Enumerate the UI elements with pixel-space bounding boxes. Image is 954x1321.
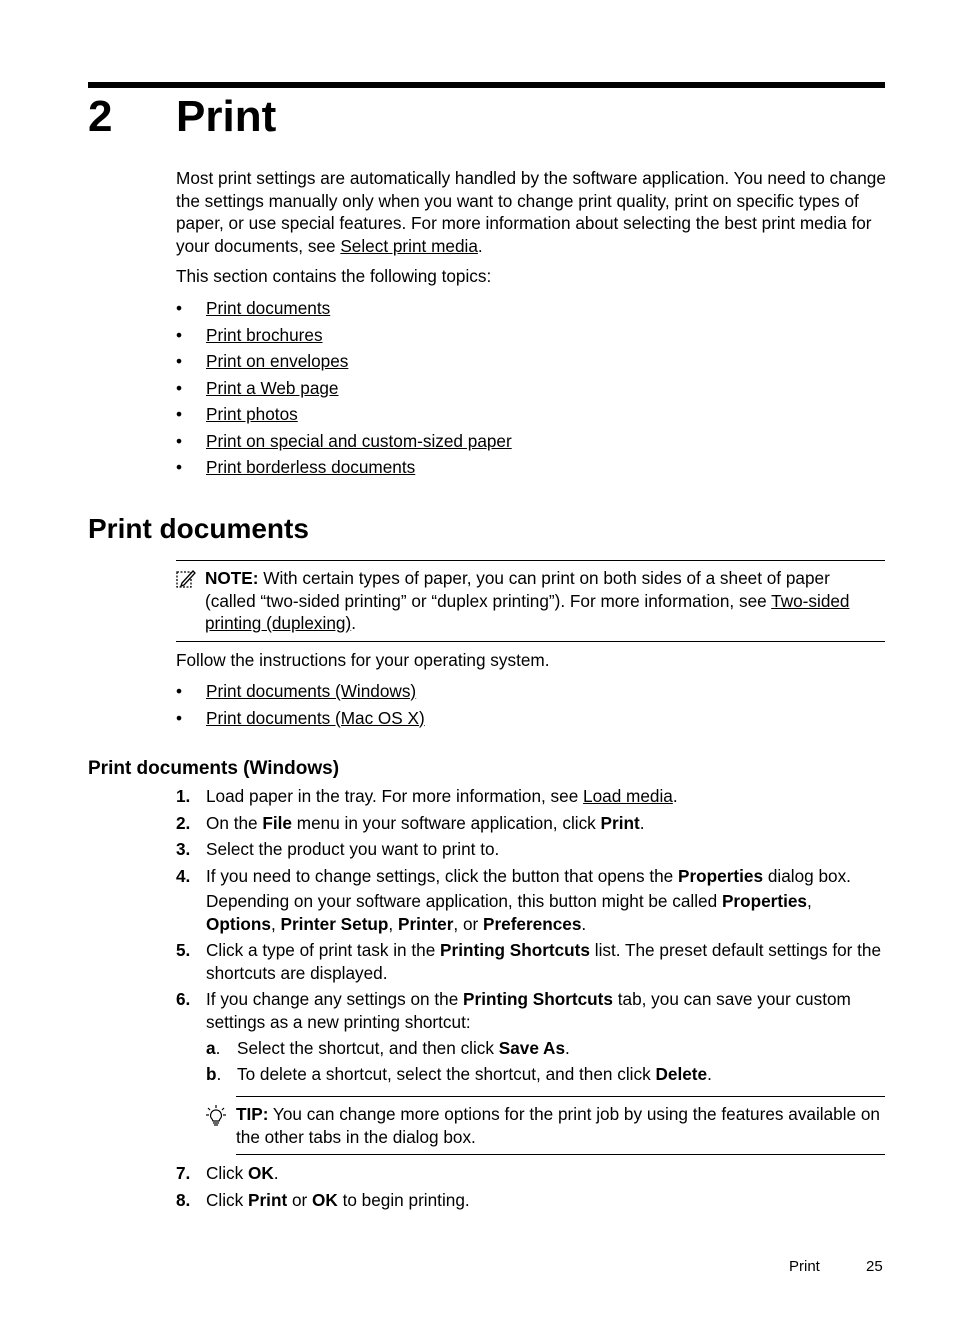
s4-b3: Options [206,913,271,934]
s2-c: menu in your software application, click [291,813,601,833]
intro-end: . [477,235,483,256]
two-sided-printing-link[interactable]: Two-sided printing (duplexing) [205,590,850,634]
bullet: • [176,681,183,701]
chapter-number: 2 [88,92,113,141]
s2-b1: File [262,813,292,833]
step-text [206,1162,886,1185]
step-number: 4. [176,866,191,886]
s5-c: list. The preset default settings for the shortcuts are displayed. [206,940,882,983]
note-text [205,567,885,635]
tip-body: You can change more options for the print job by using the features available on the other tabs in the dialog box. [236,1104,880,1147]
note-end: . [351,613,356,634]
intro-text: Most print settings are automatically handled by the software application. You need to change the settings manually only when you want to change print quality, print on specific types of paper, or use special features. For more information about selecting the best print media for your documents, see [176,168,886,256]
note-pencil-icon [176,569,196,589]
s7-end: . [273,1163,279,1183]
s4-c: dialog box. [763,866,851,886]
list-item [176,403,886,430]
step-number: 3. [176,839,191,859]
step-1-text: Load paper in the tray. For more information, see [206,786,584,806]
step-text [206,785,886,808]
step-4-detail [206,890,886,935]
os-link-windows[interactable]: Print documents (Windows) [206,681,417,701]
s4-sep2: , [270,913,281,934]
s4-sep3: , [388,913,398,934]
note-label: NOTE: [205,568,259,588]
s4-a: If you need to change settings, click the button that opens the [206,866,679,886]
s6-b1: Printing Shortcuts [463,989,613,1009]
note-box [176,560,885,642]
s8-b1: Print [248,1190,288,1210]
letter-dot: . [215,1038,221,1058]
bullet: • [176,298,183,318]
s2-b2: Print [600,813,640,833]
s5-a: Click a type of print task in the [206,940,441,960]
bullet: • [176,324,183,345]
topic-link-print-envelopes[interactable]: Print on envelopes [206,351,349,371]
bullet: • [176,377,183,398]
s8-a: Click [206,1190,249,1210]
letter-a: a [206,1038,216,1058]
step-number: 2. [176,813,191,833]
intro-paragraph [176,167,886,257]
topic-link-print-brochures[interactable]: Print brochures [206,324,323,345]
s4-sep4: , or [453,913,483,934]
note-body: With certain types of paper, you can print on both sides of a sheet of paper (called “two-sided printing” or “duplex printing”). For more information, see [205,568,830,611]
substep-letter [206,1037,220,1060]
topic-link-print-photos[interactable]: Print photos [206,404,298,424]
step-1-end: . [672,786,678,806]
topics-list [176,297,886,483]
s2-a: On the [206,813,263,833]
topics-intro: This section contains the following topics: [176,266,492,286]
step-text [206,939,886,984]
s7-b1: OK [248,1163,274,1183]
list-item [176,377,886,404]
step-number: 5. [176,940,191,960]
page-number: 25 [866,1258,883,1275]
s4-d: Depending on your software application, this button might be called [206,891,722,911]
topic-link-borderless[interactable]: Print borderless documents [206,457,416,477]
chapter-title: Print [176,92,277,141]
s5-b1: Printing Shortcuts [440,940,590,960]
load-media-link[interactable]: Load media [583,786,673,806]
s7-a: Click [206,1163,249,1183]
s8-d: to begin printing. [337,1190,470,1210]
sb-bold: Delete [655,1064,708,1084]
step-number: 1. [176,786,191,806]
list-item [176,707,886,734]
os-link-mac[interactable]: Print documents (Mac OS X) [206,707,425,728]
section-title: Print documents [88,513,309,544]
sa-end: . [565,1038,570,1058]
s6-c: tab, you can save your custom settings as a new printing shortcut: [206,989,851,1032]
topic-link-print-web-page[interactable]: Print a Web page [206,377,339,398]
substep-text [237,1037,886,1060]
topic-link-print-documents[interactable]: Print documents [206,298,331,318]
s8-c: or [287,1190,313,1210]
s6-a: If you change any settings on the [206,989,464,1009]
step-number: 6. [176,989,191,1009]
chapter-rule [88,82,885,88]
letter-b: b [206,1064,217,1084]
tip-text [236,1103,885,1148]
s4-end: . [581,913,587,934]
step-text [206,812,886,835]
list-item [176,350,886,377]
step-text [206,1189,886,1212]
s4-b5: Printer [397,913,454,934]
list-item [176,430,886,457]
s4-b6: Preferences [483,913,582,934]
footer-section: Print [789,1258,820,1275]
s4-b1: Properties [678,866,764,886]
list-item [176,456,886,483]
subsection-title: Print documents (Windows) [88,758,340,779]
tip-label: TIP: [236,1104,269,1124]
s4-sep1: , [806,891,812,911]
bullet: • [176,457,183,477]
s2-end: . [639,813,645,833]
step-text [206,988,886,1033]
substep-text [237,1063,886,1086]
substep-letter [206,1063,221,1086]
step-number: 7. [176,1163,191,1183]
sb-end: . [707,1064,712,1084]
bullet: • [176,707,183,728]
letter-dot: . [216,1064,222,1084]
sa-text: Select the shortcut, and then click [237,1038,499,1058]
step-number: 8. [176,1190,191,1210]
s8-b2: OK [312,1190,338,1210]
list-item [176,297,886,324]
s4-b2: Properties [721,891,807,911]
select-print-media-link[interactable]: Select print media [340,235,478,256]
bullet: • [176,404,183,424]
list-item [176,324,886,351]
step-text: Select the product you want to print to. [206,839,500,859]
follow-instructions: Follow the instructions for your operating system. [176,650,550,670]
sb-text: To delete a shortcut, select the shortcut, and then click [237,1064,656,1084]
topic-link-special-paper[interactable]: Print on special and custom-sized paper [206,430,512,451]
bullet: • [176,351,183,371]
bullet: • [176,430,183,451]
lightbulb-icon [206,1105,226,1127]
step-text [206,865,886,888]
tip-box [236,1096,885,1155]
sa-bold: Save As [498,1038,566,1058]
os-list [176,680,886,733]
list-item [176,680,886,707]
s4-b4: Printer Setup [280,913,389,934]
